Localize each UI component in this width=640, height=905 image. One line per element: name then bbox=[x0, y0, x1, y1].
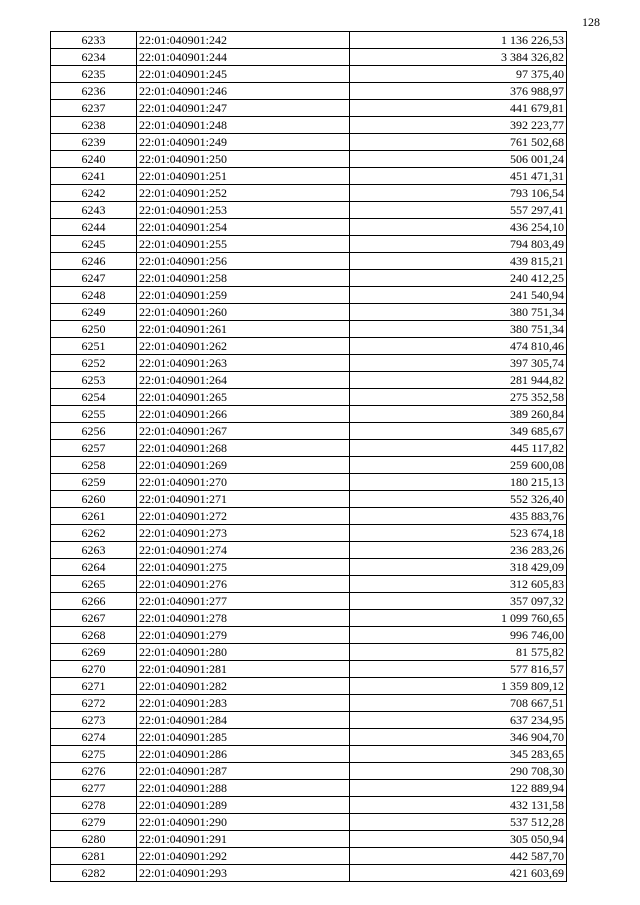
cadastral-number-cell: 22:01:040901:282 bbox=[137, 678, 350, 695]
table-row bbox=[51, 695, 567, 712]
cadastral-number-cell: 22:01:040901:267 bbox=[137, 423, 350, 440]
table-row bbox=[51, 644, 567, 661]
table-row bbox=[51, 321, 567, 338]
cadastral-value-cell: 506 001,24 bbox=[350, 151, 567, 168]
cadastral-value-cell: 451 471,31 bbox=[350, 168, 567, 185]
cadastral-number-cell: 22:01:040901:293 bbox=[137, 865, 350, 882]
row-number-cell: 6244 bbox=[51, 219, 137, 236]
cadastral-value-table bbox=[50, 31, 567, 882]
row-number-cell: 6241 bbox=[51, 168, 137, 185]
table-row bbox=[51, 270, 567, 287]
cadastral-number-cell: 22:01:040901:264 bbox=[137, 372, 350, 389]
row-number-cell: 6250 bbox=[51, 321, 137, 338]
table-row bbox=[51, 304, 567, 321]
cadastral-value-cell: 349 685,67 bbox=[350, 423, 567, 440]
cadastral-value-cell: 345 283,65 bbox=[350, 746, 567, 763]
cadastral-number-cell: 22:01:040901:281 bbox=[137, 661, 350, 678]
cadastral-value-cell: 474 810,46 bbox=[350, 338, 567, 355]
page-number: 128 bbox=[582, 15, 600, 29]
table-row bbox=[51, 389, 567, 406]
row-number-cell: 6279 bbox=[51, 814, 137, 831]
row-number-cell: 6264 bbox=[51, 559, 137, 576]
row-number-cell: 6236 bbox=[51, 83, 137, 100]
table-row bbox=[51, 355, 567, 372]
table-row bbox=[51, 542, 567, 559]
row-number-cell: 6261 bbox=[51, 508, 137, 525]
cadastral-value-cell: 445 117,82 bbox=[350, 440, 567, 457]
row-number-cell: 6273 bbox=[51, 712, 137, 729]
cadastral-value-cell: 312 605,83 bbox=[350, 576, 567, 593]
table-row bbox=[51, 712, 567, 729]
cadastral-number-cell: 22:01:040901:270 bbox=[137, 474, 350, 491]
cadastral-number-cell: 22:01:040901:261 bbox=[137, 321, 350, 338]
row-number-cell: 6272 bbox=[51, 695, 137, 712]
cadastral-number-cell: 22:01:040901:289 bbox=[137, 797, 350, 814]
table-row bbox=[51, 253, 567, 270]
cadastral-value-cell: 346 904,70 bbox=[350, 729, 567, 746]
cadastral-value-cell: 441 679,81 bbox=[350, 100, 567, 117]
row-number-cell: 6280 bbox=[51, 831, 137, 848]
cadastral-number-cell: 22:01:040901:249 bbox=[137, 134, 350, 151]
cadastral-number-cell: 22:01:040901:274 bbox=[137, 542, 350, 559]
cadastral-number-cell: 22:01:040901:246 bbox=[137, 83, 350, 100]
table-row bbox=[51, 661, 567, 678]
cadastral-value-cell: 376 988,97 bbox=[350, 83, 567, 100]
table-row bbox=[51, 440, 567, 457]
row-number-cell: 6270 bbox=[51, 661, 137, 678]
cadastral-value-cell: 439 815,21 bbox=[350, 253, 567, 270]
table-row bbox=[51, 457, 567, 474]
cadastral-number-cell: 22:01:040901:256 bbox=[137, 253, 350, 270]
table-row bbox=[51, 83, 567, 100]
row-number-cell: 6276 bbox=[51, 763, 137, 780]
cadastral-value-cell: 761 502,68 bbox=[350, 134, 567, 151]
cadastral-value-cell: 793 106,54 bbox=[350, 185, 567, 202]
row-number-cell: 6255 bbox=[51, 406, 137, 423]
cadastral-number-cell: 22:01:040901:272 bbox=[137, 508, 350, 525]
cadastral-value-cell: 432 131,58 bbox=[350, 797, 567, 814]
table-row bbox=[51, 746, 567, 763]
cadastral-value-cell: 523 674,18 bbox=[350, 525, 567, 542]
cadastral-value-cell: 241 540,94 bbox=[350, 287, 567, 304]
cadastral-value-cell: 1 359 809,12 bbox=[350, 678, 567, 695]
table-row bbox=[51, 287, 567, 304]
cadastral-value-cell: 259 600,08 bbox=[350, 457, 567, 474]
cadastral-number-cell: 22:01:040901:259 bbox=[137, 287, 350, 304]
cadastral-value-cell: 577 816,57 bbox=[350, 661, 567, 678]
cadastral-value-cell: 708 667,51 bbox=[350, 695, 567, 712]
row-number-cell: 6269 bbox=[51, 644, 137, 661]
cadastral-number-cell: 22:01:040901:288 bbox=[137, 780, 350, 797]
table-row bbox=[51, 338, 567, 355]
cadastral-number-cell: 22:01:040901:280 bbox=[137, 644, 350, 661]
table-row bbox=[51, 151, 567, 168]
row-number-cell: 6267 bbox=[51, 610, 137, 627]
row-number-cell: 6252 bbox=[51, 355, 137, 372]
row-number-cell: 6282 bbox=[51, 865, 137, 882]
cadastral-number-cell: 22:01:040901:255 bbox=[137, 236, 350, 253]
cadastral-value-cell: 397 305,74 bbox=[350, 355, 567, 372]
cadastral-value-cell: 557 297,41 bbox=[350, 202, 567, 219]
row-number-cell: 6243 bbox=[51, 202, 137, 219]
cadastral-number-cell: 22:01:040901:262 bbox=[137, 338, 350, 355]
cadastral-value-cell: 389 260,84 bbox=[350, 406, 567, 423]
table-row bbox=[51, 508, 567, 525]
table-row bbox=[51, 678, 567, 695]
table-row bbox=[51, 831, 567, 848]
table-row bbox=[51, 865, 567, 882]
row-number-cell: 6253 bbox=[51, 372, 137, 389]
row-number-cell: 6248 bbox=[51, 287, 137, 304]
row-number-cell: 6254 bbox=[51, 389, 137, 406]
table-row bbox=[51, 814, 567, 831]
table-body bbox=[51, 32, 567, 882]
table-row bbox=[51, 627, 567, 644]
row-number-cell: 6242 bbox=[51, 185, 137, 202]
cadastral-number-cell: 22:01:040901:244 bbox=[137, 49, 350, 66]
row-number-cell: 6278 bbox=[51, 797, 137, 814]
cadastral-number-cell: 22:01:040901:291 bbox=[137, 831, 350, 848]
cadastral-value-cell: 380 751,34 bbox=[350, 321, 567, 338]
row-number-cell: 6275 bbox=[51, 746, 137, 763]
cadastral-value-cell: 552 326,40 bbox=[350, 491, 567, 508]
cadastral-number-cell: 22:01:040901:266 bbox=[137, 406, 350, 423]
row-number-cell: 6277 bbox=[51, 780, 137, 797]
cadastral-value-cell: 275 352,58 bbox=[350, 389, 567, 406]
cadastral-number-cell: 22:01:040901:292 bbox=[137, 848, 350, 865]
row-number-cell: 6265 bbox=[51, 576, 137, 593]
row-number-cell: 6257 bbox=[51, 440, 137, 457]
cadastral-value-cell: 436 254,10 bbox=[350, 219, 567, 236]
table-row bbox=[51, 848, 567, 865]
table-row bbox=[51, 423, 567, 440]
cadastral-number-cell: 22:01:040901:269 bbox=[137, 457, 350, 474]
cadastral-value-cell: 996 746,00 bbox=[350, 627, 567, 644]
cadastral-value-cell: 290 708,30 bbox=[350, 763, 567, 780]
table-row bbox=[51, 729, 567, 746]
table-row bbox=[51, 780, 567, 797]
row-number-cell: 6256 bbox=[51, 423, 137, 440]
cadastral-number-cell: 22:01:040901:247 bbox=[137, 100, 350, 117]
cadastral-value-cell: 421 603,69 bbox=[350, 865, 567, 882]
cadastral-value-cell: 380 751,34 bbox=[350, 304, 567, 321]
cadastral-value-cell: 318 429,09 bbox=[350, 559, 567, 576]
row-number-cell: 6240 bbox=[51, 151, 137, 168]
cadastral-number-cell: 22:01:040901:287 bbox=[137, 763, 350, 780]
cadastral-value-cell: 637 234,95 bbox=[350, 712, 567, 729]
cadastral-number-cell: 22:01:040901:263 bbox=[137, 355, 350, 372]
cadastral-value-cell: 3 384 326,82 bbox=[350, 49, 567, 66]
table-row bbox=[51, 576, 567, 593]
row-number-cell: 6249 bbox=[51, 304, 137, 321]
row-number-cell: 6268 bbox=[51, 627, 137, 644]
row-number-cell: 6234 bbox=[51, 49, 137, 66]
row-number-cell: 6237 bbox=[51, 100, 137, 117]
cadastral-number-cell: 22:01:040901:290 bbox=[137, 814, 350, 831]
table-row bbox=[51, 66, 567, 83]
cadastral-value-cell: 435 883,76 bbox=[350, 508, 567, 525]
row-number-cell: 6238 bbox=[51, 117, 137, 134]
cadastral-number-cell: 22:01:040901:248 bbox=[137, 117, 350, 134]
cadastral-value-cell: 392 223,77 bbox=[350, 117, 567, 134]
table-row bbox=[51, 525, 567, 542]
row-number-cell: 6235 bbox=[51, 66, 137, 83]
row-number-cell: 6271 bbox=[51, 678, 137, 695]
cadastral-number-cell: 22:01:040901:268 bbox=[137, 440, 350, 457]
row-number-cell: 6260 bbox=[51, 491, 137, 508]
cadastral-value-cell: 240 412,25 bbox=[350, 270, 567, 287]
cadastral-value-cell: 537 512,28 bbox=[350, 814, 567, 831]
cadastral-number-cell: 22:01:040901:258 bbox=[137, 270, 350, 287]
table-row bbox=[51, 559, 567, 576]
row-number-cell: 6262 bbox=[51, 525, 137, 542]
cadastral-value-cell: 794 803,49 bbox=[350, 236, 567, 253]
row-number-cell: 6258 bbox=[51, 457, 137, 474]
cadastral-number-cell: 22:01:040901:271 bbox=[137, 491, 350, 508]
table-row bbox=[51, 474, 567, 491]
cadastral-number-cell: 22:01:040901:277 bbox=[137, 593, 350, 610]
table-row bbox=[51, 168, 567, 185]
table-row bbox=[51, 100, 567, 117]
cadastral-number-cell: 22:01:040901:284 bbox=[137, 712, 350, 729]
cadastral-number-cell: 22:01:040901:252 bbox=[137, 185, 350, 202]
cadastral-value-cell: 281 944,82 bbox=[350, 372, 567, 389]
table-row bbox=[51, 134, 567, 151]
row-number-cell: 6239 bbox=[51, 134, 137, 151]
row-number-cell: 6263 bbox=[51, 542, 137, 559]
cadastral-value-cell: 122 889,94 bbox=[350, 780, 567, 797]
cadastral-number-cell: 22:01:040901:251 bbox=[137, 168, 350, 185]
row-number-cell: 6233 bbox=[51, 32, 137, 49]
cadastral-number-cell: 22:01:040901:285 bbox=[137, 729, 350, 746]
table-row bbox=[51, 117, 567, 134]
cadastral-number-cell: 22:01:040901:242 bbox=[137, 32, 350, 49]
cadastral-number-cell: 22:01:040901:254 bbox=[137, 219, 350, 236]
cadastral-number-cell: 22:01:040901:276 bbox=[137, 576, 350, 593]
cadastral-value-cell: 97 375,40 bbox=[350, 66, 567, 83]
cadastral-number-cell: 22:01:040901:278 bbox=[137, 610, 350, 627]
cadastral-value-cell: 236 283,26 bbox=[350, 542, 567, 559]
table-row bbox=[51, 219, 567, 236]
cadastral-number-cell: 22:01:040901:273 bbox=[137, 525, 350, 542]
cadastral-number-cell: 22:01:040901:253 bbox=[137, 202, 350, 219]
cadastral-number-cell: 22:01:040901:260 bbox=[137, 304, 350, 321]
cadastral-value-cell: 180 215,13 bbox=[350, 474, 567, 491]
cadastral-number-cell: 22:01:040901:250 bbox=[137, 151, 350, 168]
table-row bbox=[51, 593, 567, 610]
table-row bbox=[51, 610, 567, 627]
table-row bbox=[51, 372, 567, 389]
table-row bbox=[51, 49, 567, 66]
cadastral-value-cell: 1 136 226,53 bbox=[350, 32, 567, 49]
cadastral-value-cell: 1 099 760,65 bbox=[350, 610, 567, 627]
cadastral-number-cell: 22:01:040901:275 bbox=[137, 559, 350, 576]
table-row bbox=[51, 185, 567, 202]
cadastral-value-cell: 81 575,82 bbox=[350, 644, 567, 661]
cadastral-number-cell: 22:01:040901:283 bbox=[137, 695, 350, 712]
cadastral-value-cell: 442 587,70 bbox=[350, 848, 567, 865]
table-row bbox=[51, 236, 567, 253]
row-number-cell: 6251 bbox=[51, 338, 137, 355]
table-row bbox=[51, 406, 567, 423]
cadastral-number-cell: 22:01:040901:279 bbox=[137, 627, 350, 644]
row-number-cell: 6259 bbox=[51, 474, 137, 491]
row-number-cell: 6247 bbox=[51, 270, 137, 287]
table-row bbox=[51, 32, 567, 49]
cadastral-number-cell: 22:01:040901:265 bbox=[137, 389, 350, 406]
cadastral-value-cell: 357 097,32 bbox=[350, 593, 567, 610]
row-number-cell: 6266 bbox=[51, 593, 137, 610]
row-number-cell: 6245 bbox=[51, 236, 137, 253]
row-number-cell: 6274 bbox=[51, 729, 137, 746]
table-row bbox=[51, 491, 567, 508]
table-row bbox=[51, 797, 567, 814]
cadastral-number-cell: 22:01:040901:286 bbox=[137, 746, 350, 763]
cadastral-number-cell: 22:01:040901:245 bbox=[137, 66, 350, 83]
table-row bbox=[51, 763, 567, 780]
cadastral-value-cell: 305 050,94 bbox=[350, 831, 567, 848]
row-number-cell: 6246 bbox=[51, 253, 137, 270]
row-number-cell: 6281 bbox=[51, 848, 137, 865]
table-row bbox=[51, 202, 567, 219]
